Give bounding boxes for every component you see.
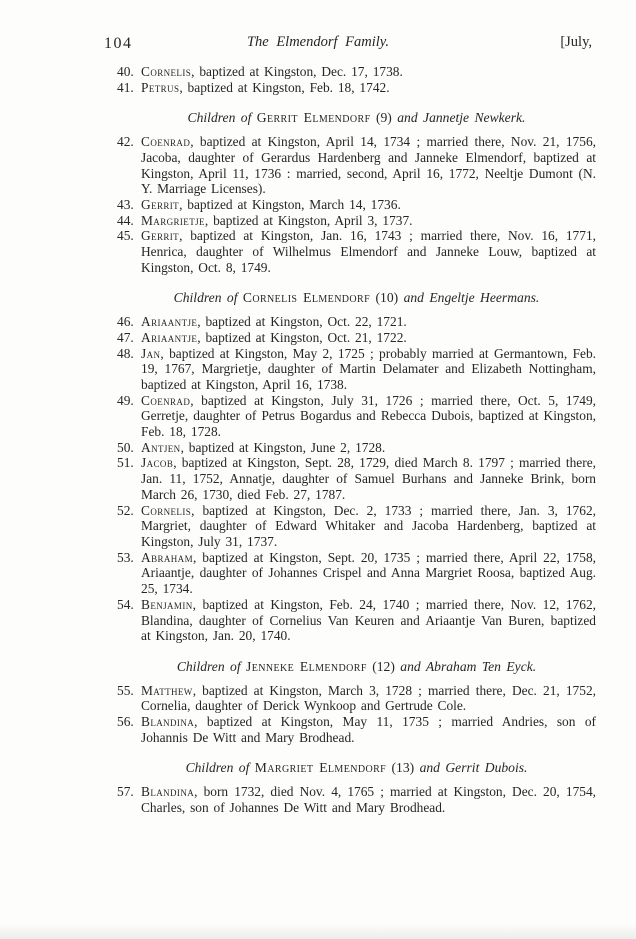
- entry-number: 43.: [117, 196, 134, 212]
- genealogy-entry: [117, 64, 596, 80]
- entry-person-name: Jan: [141, 345, 161, 361]
- entry-text: , baptized at Kingston, Feb. 24, 1740 ; married there, Nov. 12, 1762, Blandina, daughter of Cornelius Van Keuren and Ariaantje Van Buren, baptized at Kingston, Jan. 20, 1740.: [141, 596, 596, 644]
- entry-text: , baptized at Kingston, March 14, 1736.: [179, 196, 401, 212]
- genealogy-entry: [117, 784, 596, 815]
- entry-text: , baptized at Kingston, May 2, 1725 ; probably married at Germantown, Feb. 19, 1767, Margrietje, daughter of Martin Delamater and Elizabeth Nottingham, baptized at Kingston, April 16, 1738.: [141, 345, 596, 392]
- entry-text: , baptized at Kingston, Dec. 2, 1733 ; married there, Jan. 3, 1762, Margriet, daughter of Edward Whitaker and Jacoba Hardenberg, baptized at Kingston, July 31, 1737.: [141, 502, 596, 549]
- entry-person-name: Cornelis: [141, 64, 192, 79]
- genealogy-entry: [117, 597, 596, 644]
- entry-number: 41.: [117, 79, 134, 95]
- entry-number: 45.: [117, 228, 134, 244]
- heading-parent-name: Margriet Elmendorf: [254, 760, 387, 776]
- entry-text: , baptized at Kingston, May 11, 1735 ; married Andries, son of Johannis De Witt and Mary Brodhead.: [141, 714, 596, 745]
- entry-number: 40.: [117, 64, 134, 79]
- heading-children-of: Children of: [185, 760, 250, 776]
- entry-number: 57.: [117, 784, 134, 800]
- entry-person-name: Gerrit: [141, 196, 180, 212]
- genealogy-entry: [117, 330, 596, 346]
- entry-text: , born 1732, died Nov. 4, 1765 ; married at Kingston, Dec. 20, 1754, Charles, son of Johannes De Witt and Mary Brodhead.: [141, 784, 596, 815]
- entry-number: 46.: [117, 314, 134, 330]
- entry-person-name: Matthew: [141, 682, 193, 698]
- entry-person-name: Margrietje: [141, 212, 205, 228]
- entry-number: 55.: [117, 682, 134, 698]
- heading-ref-number: (10): [375, 290, 399, 306]
- entry-number: 50.: [117, 439, 134, 455]
- heading-ref-number: (12): [372, 658, 395, 674]
- section-heading: [121, 659, 592, 675]
- entry-person-name: Coenrad: [141, 392, 191, 408]
- genealogy-entry: [117, 80, 596, 96]
- entry-number: 54.: [117, 596, 134, 612]
- entry-person-name: Gerrit: [141, 228, 180, 244]
- entry-person-name: Ariaantje: [141, 329, 198, 345]
- genealogy-entry: [117, 393, 596, 440]
- heading-parent-name: Gerrit Elmendorf: [256, 110, 371, 126]
- heading-children-of: Children of: [173, 290, 238, 306]
- genealogy-entry: [117, 440, 596, 456]
- entry-number: 53.: [117, 549, 134, 565]
- genealogy-entry: [117, 550, 596, 597]
- entry-text: , baptized at Kingston, March 3, 1728 ; married there, Dec. 21, 1752, Cornelia, daughter of Derick Wynkoop and Gertrude Cole.: [141, 682, 596, 714]
- genealogy-entry: [117, 683, 596, 714]
- genealogy-entry: [117, 213, 596, 229]
- entry-number: 52.: [117, 502, 134, 518]
- entry-person-name: Coenrad: [141, 134, 191, 150]
- running-title: The Elmendorf Family.: [246, 34, 390, 50]
- heading-ref-number: (9): [375, 110, 392, 126]
- entry-person-name: Jacob: [141, 455, 174, 471]
- entry-text: , baptized at Kingston, Feb. 18, 1742.: [179, 79, 390, 95]
- genealogy-entry: [117, 197, 596, 213]
- entry-person-name: Blandina: [141, 714, 195, 730]
- page-header: [0, 34, 636, 54]
- entry-number: 49.: [117, 392, 134, 408]
- heading-spouse-name: and Engeltje Heermans.: [403, 290, 540, 306]
- entry-person-name: Cornelis: [141, 502, 192, 518]
- heading-ref-number: (13): [391, 760, 415, 776]
- entry-text: , baptized at Kingston, Oct. 21, 1722.: [197, 329, 407, 345]
- heading-children-of: Children of: [176, 658, 241, 674]
- entry-person-name: Ariaantje: [141, 314, 198, 330]
- entry-number: 47.: [117, 329, 134, 345]
- entry-number: 56.: [117, 714, 134, 730]
- section-heading: [121, 760, 592, 776]
- genealogy-entry: [117, 228, 596, 275]
- section-heading: [121, 110, 592, 126]
- entry-text: , baptized at Kingston, June 2, 1728.: [180, 439, 386, 455]
- heading-parent-name: Jenneke Elmendorf: [246, 658, 367, 674]
- issue-date-label: [July,: [560, 34, 592, 50]
- entry-text: , baptized at Kingston, April 14, 1734 ; married there, Nov. 21, 1756, Jacoba, daughter of Gerardus Hardenberg and Janneke Elmendorf, baptized at Kingston, April 11, 1736 : married, second, April 16, 1772, Neeltje Dumont (N. Y. Marriage Licenses).: [141, 134, 596, 197]
- entry-text: , baptized at Kingston, April 3, 1737.: [204, 212, 413, 228]
- entry-person-name: Petrus: [141, 79, 180, 95]
- entry-text: , baptized at Kingston, Sept. 20, 1735 ; married there, April 22, 1758, Ariaantje, daughter of Johannes Crispel and Anna Margriet Roosa, baptized Aug. 25, 1734.: [141, 549, 596, 597]
- scan-edge-artifact: [0, 924, 636, 939]
- heading-children-of: Children of: [187, 110, 252, 126]
- entry-number: 42.: [117, 134, 134, 150]
- entry-number: 44.: [117, 212, 134, 228]
- heading-spouse-name: and Jannetje Newkerk.: [397, 110, 526, 126]
- section-heading: [121, 290, 592, 306]
- entry-number: 48.: [117, 345, 134, 361]
- heading-spouse-name: and Gerrit Dubois.: [419, 760, 528, 776]
- entry-text: , baptized at Kingston, July 31, 1726 ; married there, Oct. 5, 1749, Gerretje, daughter of Petrus Bogardus and Rebecca Dubois, baptized at Kingston, Feb. 18, 1728.: [141, 392, 596, 440]
- page-number: 104: [104, 35, 133, 52]
- entry-text: , baptized at Kingston, Dec. 17, 1738.: [191, 64, 403, 79]
- entry-number: 51.: [117, 455, 134, 471]
- entry-person-name: Benjamin: [141, 596, 193, 612]
- entry-person-name: Abraham: [141, 549, 193, 565]
- heading-parent-name: Cornelis Elmendorf: [242, 290, 371, 306]
- heading-spouse-name: and Abraham Ten Eyck.: [400, 658, 537, 674]
- genealogy-entry: [117, 714, 596, 745]
- entry-text: , baptized at Kingston, Sept. 28, 1729, died March 8. 1797 ; married there, Jan. 11, 1752, Annatje, daughter of Samuel Burhans and Janneke Brink, born March 26, 1730, died Feb. 27, 1787.: [141, 455, 596, 502]
- page-body: [117, 64, 596, 816]
- genealogy-entry: [117, 346, 596, 393]
- entry-person-name: Blandina: [141, 784, 195, 800]
- genealogy-entry: [117, 455, 596, 502]
- genealogy-entry: [117, 134, 596, 197]
- entry-person-name: Antjen: [141, 439, 181, 455]
- entry-text: , baptized at Kingston, Oct. 22, 1721.: [197, 314, 407, 330]
- entry-text: , baptized at Kingston, Jan. 16, 1743 ; married there, Nov. 16, 1771, Henrica, daughter of Wilhelmus Elmendorf and Janneke Louw, baptized at Kingston, Oct. 8, 1749.: [141, 228, 596, 275]
- genealogy-entry: [117, 314, 596, 330]
- genealogy-entry: [117, 503, 596, 550]
